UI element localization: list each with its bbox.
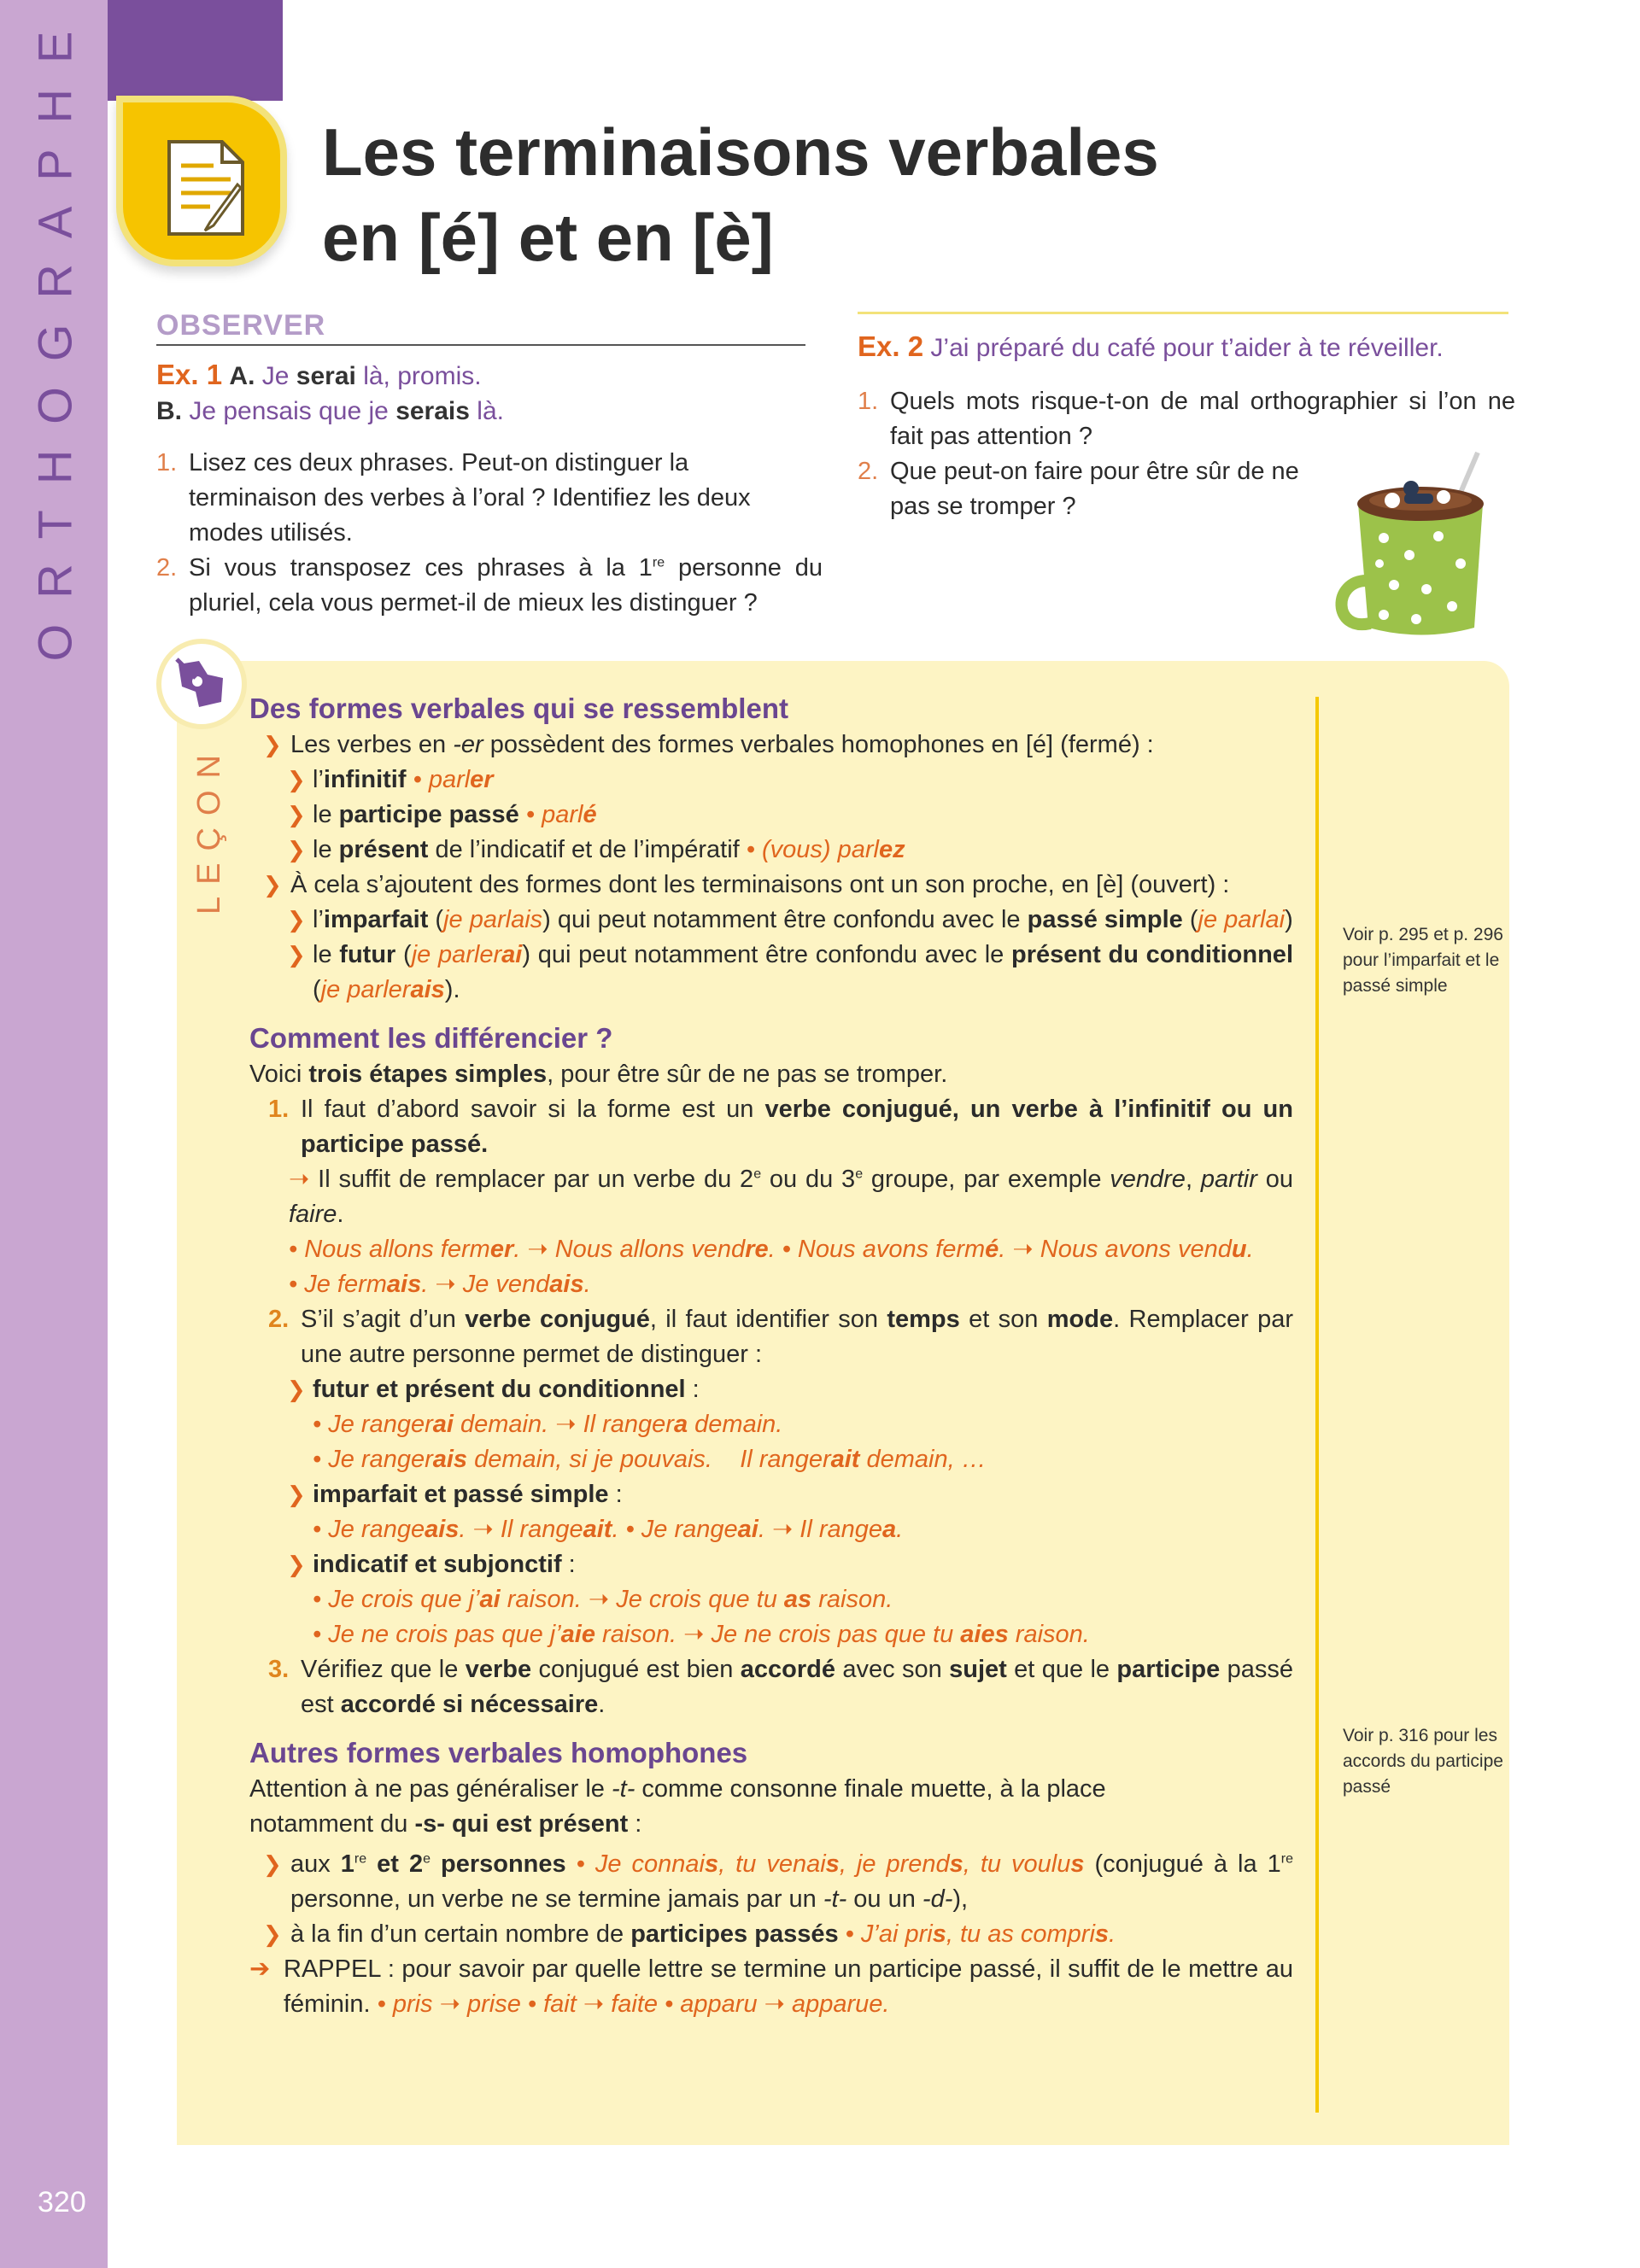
question: 2. Si vous transposez ces phrases à la 1re personne du pluriel, cela vous permet-il de mieux les distinguer ? <box>156 554 823 617</box>
section-heading: Comment les différencier ? <box>249 1022 613 1054</box>
list-item: ❯ futur et présent du conditionnel : <box>249 1372 1293 1407</box>
section-label: ORTHOGRAPHE <box>27 5 82 661</box>
list-item: ❯ indicatif et subjonctif : <box>249 1547 1293 1582</box>
page-title: Les terminaisons verbales en [é] et en [è] <box>322 114 1159 275</box>
step-item: 3. Vérifiez que le verbe conjugué est bien accordé avec son sujet et que le participe passé est accordé si nécessaire. <box>268 1656 1293 1718</box>
paragraph: Attention à ne pas généraliser le -t- comme consonne finale muette, à la place notamment du -s- qui est présent : <box>249 1775 1106 1838</box>
margin-note: Voir p. 316 pour les accords du participe passé <box>1343 1726 1503 1797</box>
example-line: • Je ne crois pas que j’aie raison. ➝ Je ne crois pas que tu aies raison. <box>313 1621 1090 1648</box>
header-band <box>108 0 283 101</box>
rappel-note: ➔ RAPPEL : pour savoir par quelle lettre se termine un participe passé, il suffit de le mettre au féminin. • pris ➝ prise • fait ➝ faite • apparu ➝ apparue. <box>249 1952 1293 2022</box>
list-item: ❯ imparfait et passé simple : <box>249 1477 1293 1512</box>
exercise-2: Ex. 2 J’ai préparé du café pour t’aider à te réveiller. <box>858 330 1444 362</box>
question: 2. Que peut-on faire pour être sûr de ne pas se tromper ? <box>858 458 1299 520</box>
section-heading: Autres formes verbales homophones <box>249 1737 748 1768</box>
list-item: ❯ aux 1re et 2e personnes • Je connais, tu venais, je prends, tu voulus (conjugué à la 1re personne, un verbe ne se termine jamais par un -t- ou un -d-), <box>249 1847 1293 1917</box>
document-pencil-icon <box>162 137 251 239</box>
list-item: ❯ le participe passé • parlé <box>249 798 1293 833</box>
lesson-label: LEÇON <box>190 742 227 915</box>
example-line: • Je rangeais. ➝ Il rangeait. • Je rangeai. ➝ Il rangea. <box>313 1516 904 1543</box>
lesson-content <box>249 690 1293 2022</box>
step-item: 2. S’il s’agit d’un verbe conjugué, il faut identifier son temps et son mode. Remplacer par une autre personne permet de distinguer : <box>268 1306 1293 1368</box>
observer-heading: OBSERVER <box>156 309 805 346</box>
example-line: • Je rangerai demain. ➝ Il rangera demain. <box>313 1411 783 1438</box>
lesson-icon <box>156 639 247 729</box>
question: 1. Quels mots risque-t-on de mal orthographier si l’on ne fait pas attention ? <box>858 388 1515 450</box>
quill-pen-icon <box>173 656 230 712</box>
section-heading: Des formes verbales qui se ressemblent <box>249 693 788 724</box>
exercise-2-rule <box>858 312 1508 314</box>
paragraph: Voici trois étapes simples, pour être sûr de ne pas se tromper. <box>249 1061 948 1088</box>
margin-note: Voir p. 295 et p. 296 pour l’imparfait et le passé simple <box>1343 925 1503 996</box>
example-line: • Je rangerais demain, si je pouvais. Il rangerait demain, … <box>313 1446 987 1473</box>
hint-line: ➝ Il suffit de remplacer par un verbe du 2e ou du 3e groupe, par exemple vendre, partir ou faire. <box>289 1166 1293 1228</box>
example-line: • Nous allons fermer. ➝ Nous allons vendre. • Nous avons fermé. ➝ Nous avons vendu. <box>289 1236 1254 1263</box>
list-item: ❯ l’imparfait (je parlais) qui peut notamment être confondu avec le passé simple (je parlai) <box>249 903 1293 938</box>
list-item: ❯ Les verbes en -er possèdent des formes verbales homophones en [é] (fermé) : <box>249 728 1293 763</box>
cocoa-mug-illustration <box>1332 444 1503 640</box>
question: 1. Lisez ces deux phrases. Peut-on distinguer la terminaison des verbes à l’oral ? Identifiez les deux modes utilisés. <box>156 449 751 547</box>
exercise-1-questions <box>156 446 823 621</box>
example-line: • Je fermais. ➝ Je vendais. <box>289 1271 591 1298</box>
document-badge <box>116 96 287 266</box>
list-item: ❯ À cela s’ajoutent des formes dont les terminaisons ont un son proche, en [è] (ouvert) : <box>249 868 1293 903</box>
page-number: 320 <box>38 2186 86 2218</box>
margin-rule <box>1315 697 1319 2113</box>
list-item: ❯ le présent de l’indicatif et de l’impératif • (vous) parlez <box>249 833 1293 868</box>
example-line: • Je crois que j’ai raison. ➝ Je crois que tu as raison. <box>313 1586 893 1613</box>
step-item: 1. Il faut d’abord savoir si la forme est un verbe conjugué, un verbe à l’infinitif ou un participe passé. <box>268 1096 1293 1158</box>
exercise-1: Ex. 1 A. Je serai là, promis. B. Je pensais que je serais là. <box>156 359 504 425</box>
list-item: ❯ à la fin d’un certain nombre de participes passés • J’ai pris, tu as compris. <box>249 1917 1293 1952</box>
list-item: ❯ le futur (je parlerai) qui peut notamment être confondu avec le présent du conditionnel (je parlerais). <box>249 938 1293 1008</box>
list-item: ❯ l’infinitif • parler <box>249 763 1293 798</box>
